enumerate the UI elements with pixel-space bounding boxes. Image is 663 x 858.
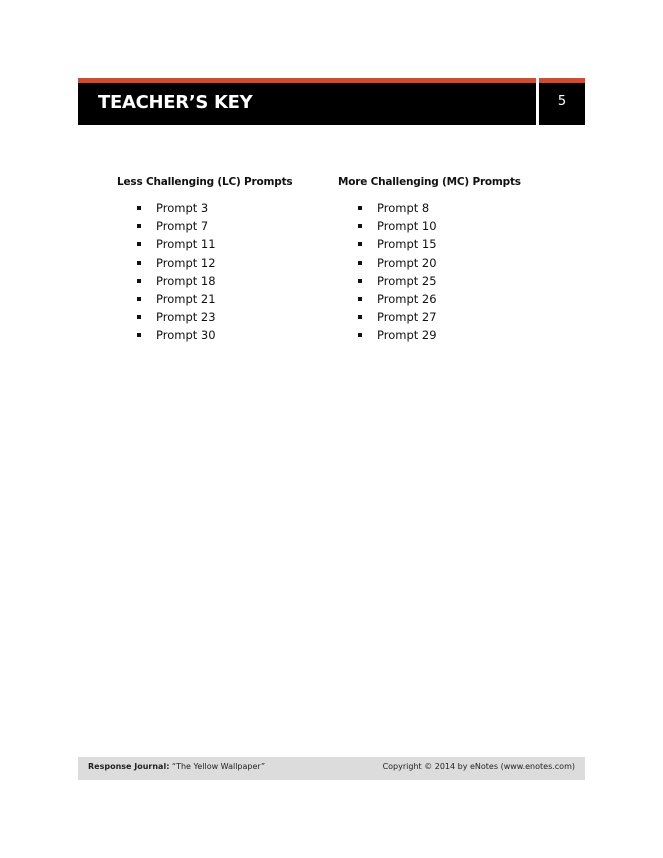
square-bullet-icon [358,279,362,283]
prompt-label: Prompt 8 [377,201,430,215]
prompt-label: Prompt 20 [377,255,437,270]
list-item [117,274,292,292]
more-challenging-list [338,201,521,347]
list-item [117,310,292,328]
more-challenging-heading: More Challenging (MC) Prompts [338,176,521,188]
list-item [117,219,292,237]
prompt-label: Prompt 12 [156,255,216,270]
prompt-label: Prompt 15 [377,237,437,252]
prompt-label: Prompt 21 [156,291,216,306]
page-footer [78,757,585,780]
square-bullet-icon [358,224,362,228]
footer-label: Response Journal: [88,762,170,771]
list-item [117,292,292,310]
list-item [117,256,292,274]
list-item [338,237,521,255]
square-bullet-icon [137,297,141,301]
header-title-bar [78,83,536,125]
square-bullet-icon [137,279,141,283]
square-bullet-icon [137,261,141,265]
list-item [338,274,521,292]
list-item [117,328,292,346]
list-item [338,328,521,346]
less-challenging-heading: Less Challenging (LC) Prompts [117,176,293,188]
square-bullet-icon [358,206,362,210]
prompt-label: Prompt 23 [156,310,216,325]
prompt-label: Prompt 7 [156,219,209,234]
prompt-label: Prompt 27 [377,310,437,325]
square-bullet-icon [358,297,362,301]
square-bullet-icon [137,333,141,337]
prompt-label: Prompt 11 [156,237,216,252]
list-item [117,201,292,219]
footer-copyright: Copyright © 2014 by eNotes (www.enotes.com) [382,762,575,771]
square-bullet-icon [137,206,141,210]
prompt-label: Prompt 18 [156,273,216,288]
prompt-label: Prompt 10 [377,219,437,234]
list-item [338,219,521,237]
page-header [78,78,585,125]
list-item [117,237,292,255]
less-challenging-list [117,201,292,347]
list-item [338,292,521,310]
list-item [338,310,521,328]
more-challenging-column [338,175,521,347]
square-bullet-icon [358,333,362,337]
list-item [338,256,521,274]
page-number-box [539,83,585,125]
square-bullet-icon [137,224,141,228]
prompt-label: Prompt 25 [377,273,437,288]
square-bullet-icon [358,261,362,265]
prompt-label: Prompt 29 [377,328,437,343]
square-bullet-icon [358,242,362,246]
square-bullet-icon [358,315,362,319]
footer-work-title: “The Yellow Wallpaper” [169,762,266,771]
prompt-label: Prompt 26 [377,291,437,306]
prompt-label: Prompt 3 [156,201,209,215]
square-bullet-icon [137,242,141,246]
prompt-label: Prompt 30 [156,328,216,343]
page-number: 5 [557,94,567,109]
less-challenging-column [117,175,292,347]
list-item [338,201,521,219]
page-title: TEACHER’S KEY [98,92,253,113]
footer-source [88,762,265,771]
square-bullet-icon [137,315,141,319]
